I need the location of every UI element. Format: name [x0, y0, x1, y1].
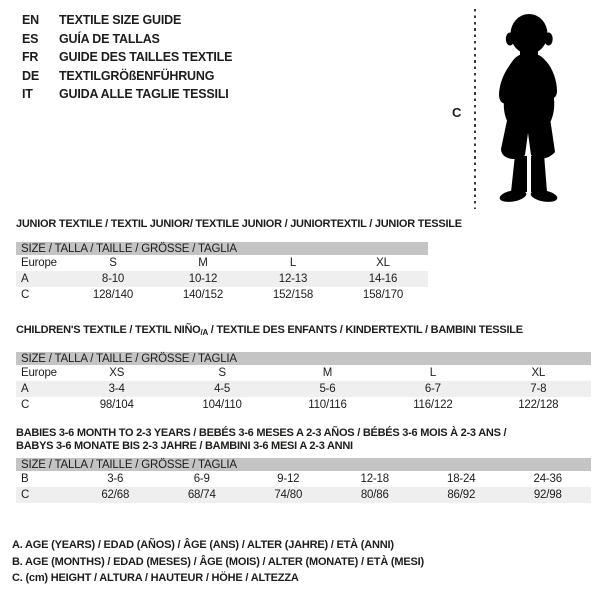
size-cell: 104/110 — [202, 399, 242, 411]
size-cell: XL — [376, 257, 390, 269]
section-title-babies-line1: BABIES 3-6 MONTH TO 2-3 YEARS / BEBÉS 3-6 MESES A 2-3 AÑOS / BÉBÉS 3-6 MOIS À 2-3 ANS / — [16, 427, 507, 439]
row-label: A — [21, 383, 29, 395]
size-cell: 12-18 — [360, 473, 389, 485]
size-cell: 152/158 — [272, 289, 314, 301]
size-cell: S — [109, 257, 117, 269]
language-code: IT — [22, 87, 33, 102]
size-cell: 7-8 — [530, 383, 547, 395]
language-title: TEXTILE SIZE GUIDE — [59, 13, 182, 28]
size-cell: 62/68 — [101, 489, 130, 501]
size-cell: 86/92 — [447, 489, 476, 501]
row-label: Europe — [21, 367, 57, 379]
table-row — [16, 471, 591, 487]
size-cell: 116/122 — [413, 399, 453, 411]
footnote-a: A. AGE (YEARS) / EDAD (AÑOS) / ÂGE (ANS) / ALTER (JAHRE) / ETÀ (ANNI) — [12, 539, 394, 551]
table-row — [16, 287, 428, 303]
table-header-row — [16, 352, 591, 365]
height-dotted-line — [474, 9, 476, 209]
row-label: B — [21, 473, 29, 485]
table-row — [16, 255, 428, 271]
table-row — [16, 397, 591, 413]
table-header-bar: SIZE / TALLA / TAILLE / GRÖSSE / TAGLIA — [16, 458, 591, 471]
size-cell: 98/104 — [99, 399, 134, 411]
footnotes — [12, 539, 424, 589]
babies-size-table — [16, 458, 591, 503]
section-title-babies-line2: BABYS 3-6 MONATE BIS 2-3 JAHRE / BAMBINI 3-6 MESI A 2-3 ANNI — [16, 440, 353, 452]
table-row — [16, 271, 428, 287]
babies-textile-section — [16, 427, 591, 503]
junior-size-table — [16, 242, 428, 303]
size-cell: 68/74 — [187, 489, 216, 501]
table-row — [16, 381, 591, 397]
height-measure-label: C — [452, 105, 462, 120]
section-title-junior: JUNIOR TEXTILE / TEXTIL JUNIOR/ TEXTILE JUNIOR / JUNIORTEXTIL / JUNIOR TESSILE — [16, 218, 462, 230]
toddler-silhouette-icon — [482, 9, 574, 209]
size-cell: 9-12 — [277, 473, 300, 485]
size-cell: 14-16 — [368, 273, 398, 285]
footnote-b: B. AGE (MONTHS) / EDAD (MESES) / ÂGE (MOIS) / ALTER (MONATE) / ETÀ (MESI) — [12, 555, 424, 568]
language-row-es — [22, 30, 232, 49]
size-cell: L — [429, 367, 436, 379]
size-cell: 3-4 — [108, 383, 125, 395]
size-cell: 5-6 — [319, 383, 336, 395]
title-text: CHILDREN'S TEXTILE / TEXTIL NIÑO — [16, 324, 201, 336]
table-header-row — [16, 458, 591, 471]
table-header-row — [16, 242, 428, 255]
size-cell: 6-9 — [193, 473, 210, 485]
language-title: GUIDA ALLE TAGLIE TESSILI — [59, 87, 229, 102]
size-cell: 74/80 — [274, 489, 303, 501]
language-row-fr — [22, 48, 232, 67]
size-cell: M — [198, 257, 208, 269]
language-title: GUIDE DES TAILLES TEXTILE — [59, 50, 233, 65]
language-row-en — [22, 11, 232, 30]
size-cell: 6-7 — [424, 383, 441, 395]
size-cell: 80/86 — [360, 489, 389, 501]
junior-textile-section — [16, 218, 462, 303]
children-size-table — [16, 352, 591, 413]
language-code: ES — [22, 31, 39, 46]
size-cell: 110/116 — [308, 399, 347, 411]
size-cell: 18-24 — [447, 473, 476, 485]
size-cell: 140/152 — [182, 289, 224, 301]
table-row — [16, 365, 591, 381]
size-cell: 122/128 — [518, 399, 559, 411]
size-cell: 24-36 — [533, 473, 562, 485]
size-cell: 128/140 — [92, 289, 134, 301]
language-title: TEXTILGRÖßENFÜHRUNG — [59, 68, 215, 83]
size-cell: L — [289, 257, 297, 269]
footnote-c: C. (cm) HEIGHT / ALTURA / HAUTEUR / HÖHE / ALTEZZA — [12, 572, 299, 584]
title-subscript: /A — [200, 328, 208, 337]
size-cell: 4-5 — [214, 383, 231, 395]
table-header-bar: SIZE / TALLA / TAILLE / GRÖSSE / TAGLIA — [16, 352, 591, 365]
row-label: C — [21, 489, 30, 501]
size-cell: XL — [531, 367, 546, 379]
title-text: / TEXTILE DES ENFANTS / KINDERTEXTIL / BAMBINI TESSILE — [207, 324, 523, 336]
size-cell: M — [322, 367, 333, 379]
table-header-bar: SIZE / TALLA / TAILLE / GRÖSSE / TAGLIA — [16, 242, 428, 255]
size-cell: 92/98 — [533, 489, 562, 501]
language-code: EN — [22, 13, 39, 28]
size-cell: S — [218, 367, 226, 379]
row-label: C — [21, 289, 30, 301]
language-row-it — [22, 85, 232, 104]
language-code: FR — [22, 50, 39, 65]
size-cell: XS — [109, 367, 125, 379]
language-list — [22, 11, 232, 104]
size-cell: 158/170 — [362, 289, 404, 301]
language-row-de — [22, 67, 232, 86]
row-label: Europe — [21, 257, 57, 269]
row-label: A — [21, 273, 29, 285]
size-cell: 10-12 — [188, 273, 218, 285]
size-cell: 12-13 — [278, 273, 308, 285]
section-title-children — [16, 324, 591, 339]
size-cell: 3-6 — [107, 473, 124, 485]
size-cell: 8-10 — [101, 273, 125, 285]
language-code: DE — [22, 68, 39, 83]
row-label: C — [21, 399, 30, 411]
children-textile-section — [16, 324, 591, 413]
table-row — [16, 487, 591, 503]
language-title: GUÍA DE TALLAS — [59, 31, 160, 46]
